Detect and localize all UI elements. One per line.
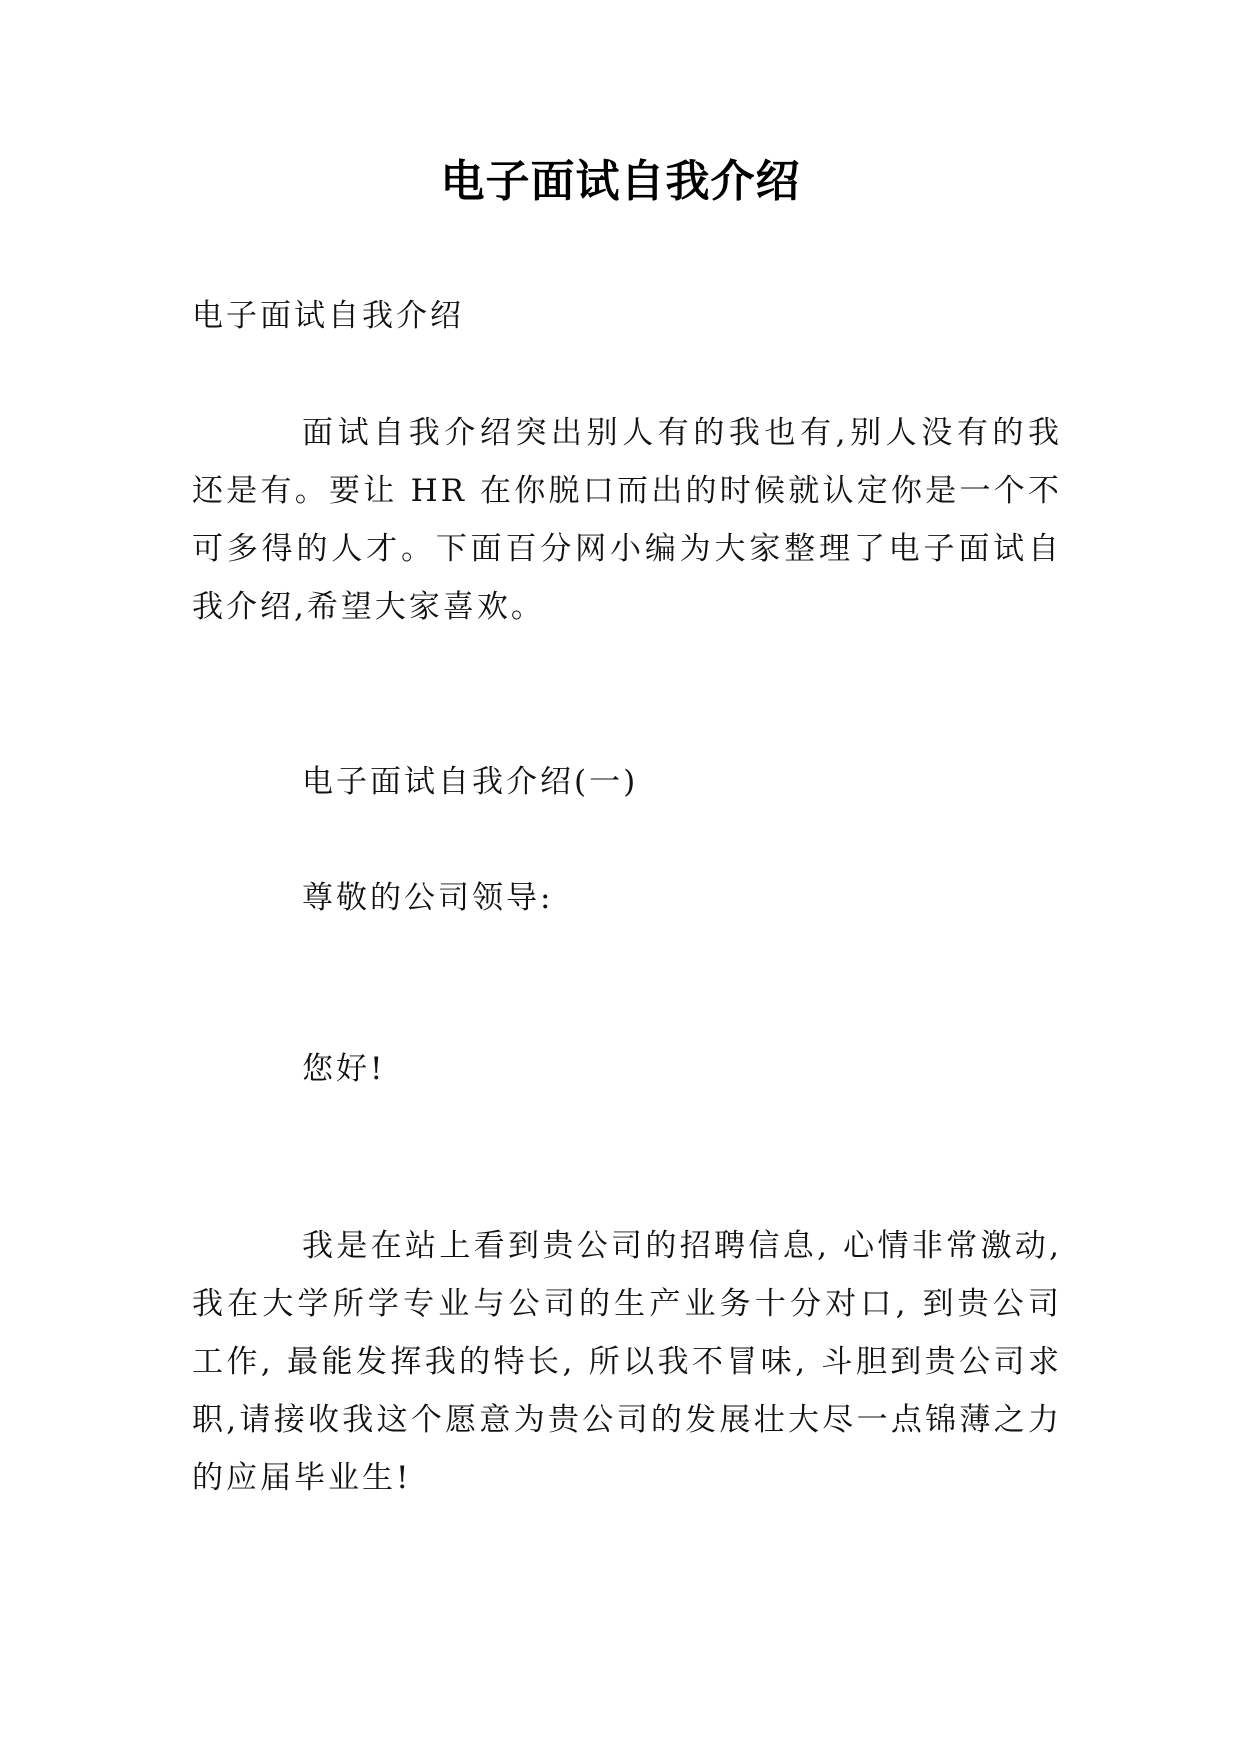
body-paragraph: 我是在站上看到贵公司的招聘信息, 心情非常激动,我在大学所学专业与公司的生产业务十分对口, 到贵公司工作, 最能发挥我的特长, 所以我不冒味, 斗胆到贵公司求职,请接收我这个愿意为贵公司的发展壮大尽一点锦薄之力的应届毕业生! — [192, 1228, 1062, 1496]
document-subtitle: 电子面试自我介绍 — [192, 298, 464, 334]
intro-paragraph: 面试自我介绍突出别人有的我也有,别人没有的我还是有。要让 HR 在你脱口而出的时候就认定你是一个不可多得的人才。下面百分网小编为大家整理了电子面试自我介绍,希望大家喜欢。 — [192, 415, 1062, 625]
salutation-line: 尊敬的公司领导: — [302, 880, 554, 916]
greeting-line: 您好! — [302, 1051, 386, 1087]
section-heading: 电子面试自我介绍(一) — [302, 764, 639, 800]
document-title: 电子面试自我介绍 — [440, 156, 801, 207]
